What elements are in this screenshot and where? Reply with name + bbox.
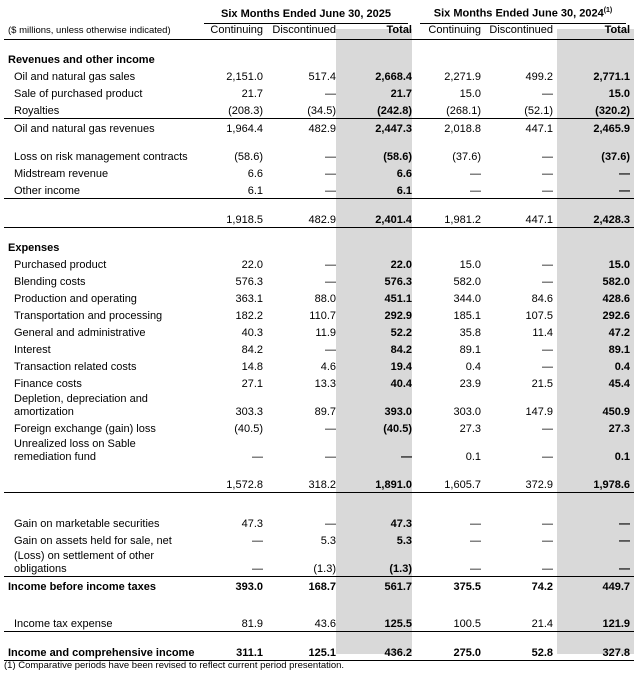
row-label: Income before income taxes (8, 581, 156, 594)
continuing-2025-cell: 40.3 (241, 326, 263, 339)
discontinued-2024-cell: 447.1 (485, 198, 557, 227)
total-2024-cell: 89.1 (608, 343, 631, 356)
row-label: (Loss) on settlement of other obligations (4, 548, 200, 577)
discontinued-2025-cell: — (325, 150, 336, 163)
continuing-2024-cell: 344.0 (453, 292, 481, 305)
continuing-2024-cell: 582.0 (453, 275, 481, 288)
continuing-2024-cell: 100.5 (416, 614, 485, 632)
continuing-2025-cell: 1,918.5 (200, 198, 267, 227)
col-continuing-2024: Continuing (416, 24, 485, 40)
row-label: Depletion, depreciation and amortization (14, 392, 148, 418)
discontinued-2025-cell: 13.3 (314, 377, 336, 390)
continuing-2025-cell: 6.1 (200, 181, 267, 199)
discontinued-2025-cell: 88.0 (314, 292, 336, 305)
col-total-2025: Total (340, 24, 416, 40)
continuing-2024-cell: 1,605.7 (416, 464, 485, 493)
discontinued-2024-cell: 21.4 (485, 614, 557, 632)
total-2024-cell: 1,978.6 (557, 464, 634, 493)
discontinued-2024-cell: 372.9 (485, 464, 557, 493)
total-2024-cell: — (619, 167, 631, 180)
continuing-2024-cell: — (470, 535, 481, 548)
continuing-2025-cell: 27.1 (241, 377, 263, 390)
discontinued-2024-cell: 447.1 (525, 122, 553, 135)
total-2025-cell: 2,401.4 (340, 198, 416, 227)
continuing-2024-cell: 185.1 (453, 309, 481, 322)
row-label: Royalties (4, 101, 200, 119)
total-2025-cell: 21.7 (390, 87, 412, 100)
continuing-2025-cell: 14.8 (241, 360, 263, 373)
continuing-2025-cell: (208.3) (200, 101, 267, 119)
row-oil-revenues (4, 118, 634, 136)
row-label: Transportation and processing (14, 309, 163, 322)
total-2025-cell: — (401, 450, 412, 463)
row-label: Finance costs (14, 377, 82, 390)
total-2024-cell: 27.3 (608, 422, 631, 435)
discontinued-2024-cell: — (542, 535, 553, 548)
row-label (4, 464, 200, 493)
continuing-2025-cell: 47.3 (241, 518, 263, 531)
discontinued-2025-cell: (34.5) (267, 101, 340, 119)
discontinued-2025-cell: 168.7 (308, 581, 336, 594)
discontinued-2024-cell: — (542, 275, 553, 288)
continuing-2024-cell: — (470, 518, 481, 531)
continuing-2025-cell: (58.6) (234, 150, 263, 163)
continuing-2025-cell: — (200, 548, 267, 577)
discontinued-2025-cell: 11.9 (315, 326, 336, 339)
continuing-2025-cell: 576.3 (235, 275, 263, 288)
continuing-2024-cell: (268.1) (416, 101, 485, 119)
continuing-2024-cell: — (470, 167, 481, 180)
total-2024-cell: (320.2) (557, 101, 634, 119)
row-interest (4, 340, 634, 357)
total-2025-cell: 451.1 (384, 292, 412, 305)
row-gain-securities (4, 514, 634, 531)
section-title: Expenses (8, 241, 60, 254)
continuing-2024-cell: 0.4 (465, 360, 481, 373)
period-2025-header: Six Months Ended June 30, 2025 (200, 4, 416, 24)
section-expenses (4, 238, 634, 255)
discontinued-2025-cell: — (325, 450, 336, 463)
discontinued-2025-cell: 482.9 (308, 122, 336, 135)
total-2024-cell: 121.9 (557, 614, 634, 632)
continuing-2024-cell: 27.3 (459, 422, 481, 435)
row-transaction (4, 357, 634, 374)
row-loss-settlement (4, 548, 634, 577)
total-2025-cell: 576.3 (384, 275, 412, 288)
col-discontinued-2025: Discontinued (267, 24, 340, 40)
total-2024-cell: (37.6) (601, 150, 631, 163)
continuing-2025-cell: 84.2 (241, 343, 263, 356)
discontinued-2025-cell: 4.6 (320, 360, 336, 373)
discontinued-2025-cell: 318.2 (267, 464, 340, 493)
discontinued-2025-cell: — (325, 422, 336, 435)
footnote: (1) Comparative periods have been revised to reflect current period presentation. (4, 660, 345, 671)
continuing-2024-cell: 375.5 (453, 581, 481, 594)
row-net-income (4, 632, 634, 661)
continuing-2025-cell: 1,964.4 (226, 122, 263, 135)
total-2024-cell: 0.4 (614, 360, 631, 373)
continuing-2024-cell: 23.9 (459, 377, 481, 390)
discontinued-2025-cell: 5.3 (320, 535, 336, 548)
total-2024-cell: — (619, 518, 631, 531)
continuing-2025-cell: 182.2 (235, 309, 263, 322)
col-discontinued-2024: Discontinued (485, 24, 557, 40)
col-total-2024: Total (557, 24, 634, 40)
discontinued-2025-cell: 43.6 (267, 614, 340, 632)
total-2025-cell: 84.2 (390, 343, 412, 356)
discontinued-2025-cell: — (325, 167, 336, 180)
row-label: Sale of purchased product (14, 87, 143, 100)
total-2024-cell: 428.6 (602, 292, 631, 305)
discontinued-2024-cell: — (485, 548, 557, 577)
total-2025-cell: 2,668.4 (375, 70, 412, 83)
col-continuing-2025: Continuing (200, 24, 267, 40)
total-2025-cell: 47.3 (390, 518, 412, 531)
row-purchased-sale (4, 84, 634, 101)
total-2025-cell: 19.4 (390, 360, 412, 373)
total-2025-cell: 52.2 (390, 326, 412, 339)
row-production (4, 289, 634, 306)
continuing-2025-cell: 363.1 (235, 292, 263, 305)
total-2025-cell: 6.6 (396, 167, 412, 180)
row-label: Unrealized loss on Sable remediation fund (14, 437, 136, 463)
row-midstream (4, 164, 634, 181)
row-fx (4, 419, 634, 436)
continuing-2024-cell: 303.0 (453, 405, 481, 418)
continuing-2025-cell: 21.7 (241, 87, 263, 100)
total-2024-cell: 2,771.1 (593, 70, 631, 83)
discontinued-2025-cell: — (325, 258, 336, 271)
total-2024-cell: 15.0 (608, 87, 631, 100)
total-2024-cell: 2,465.9 (593, 122, 631, 135)
row-label: Other income (4, 181, 200, 199)
discontinued-2024-cell: 107.5 (525, 309, 553, 322)
total-2025-cell: 22.0 (390, 258, 412, 271)
period-header-row (4, 4, 634, 24)
discontinued-2025-cell: 482.9 (267, 198, 340, 227)
continuing-2025-cell: 22.0 (241, 258, 263, 271)
discontinued-2024-cell: — (485, 181, 557, 199)
row-label: Income and comprehensive income (4, 632, 200, 661)
continuing-2025-cell: (40.5) (234, 422, 263, 435)
row-blending (4, 272, 634, 289)
discontinued-2024-cell: 21.5 (531, 377, 553, 390)
discontinued-2024-cell: — (542, 343, 553, 356)
continuing-2025-cell: — (252, 450, 263, 463)
continuing-2024-cell: — (416, 548, 485, 577)
continuing-2024-cell: 89.1 (459, 343, 481, 356)
total-2024-cell: — (557, 181, 634, 199)
row-label: Gain on marketable securities (14, 518, 160, 531)
continuing-2024-cell: 0.1 (465, 450, 481, 463)
discontinued-2024-cell: (52.1) (485, 101, 557, 119)
row-label: Purchased product (14, 258, 107, 271)
row-rev-total (4, 198, 634, 227)
discontinued-2025-cell: — (325, 275, 336, 288)
discontinued-2024-cell: — (542, 167, 553, 180)
row-purchased-product (4, 255, 634, 272)
column-header-row (4, 24, 634, 40)
discontinued-2025-cell: 89.7 (314, 405, 336, 418)
discontinued-2025-cell: — (325, 518, 336, 531)
total-2025-cell: 2,447.3 (375, 122, 412, 135)
continuing-2024-cell: — (416, 181, 485, 199)
discontinued-2024-cell: 74.2 (531, 581, 553, 594)
row-dda (4, 391, 634, 419)
discontinued-2024-cell: — (542, 422, 553, 435)
total-2025-cell: (40.5) (383, 422, 412, 435)
row-royalties (4, 101, 634, 119)
continuing-2025-cell: — (252, 535, 263, 548)
continuing-2024-cell: 15.0 (459, 258, 481, 271)
continuing-2024-cell: 275.0 (416, 632, 485, 661)
total-2024-cell: 450.9 (602, 405, 631, 418)
discontinued-2024-cell: 499.2 (525, 70, 553, 83)
discontinued-2025-cell: (1.3) (267, 548, 340, 577)
total-2024-cell: 0.1 (614, 450, 631, 463)
discontinued-2025-cell: 125.1 (267, 632, 340, 661)
income-statement-table (4, 4, 634, 661)
continuing-2024-cell: 35.8 (459, 326, 481, 339)
continuing-2025-cell: 393.0 (235, 581, 263, 594)
row-gain-assets (4, 531, 634, 548)
discontinued-2025-cell: — (325, 343, 336, 356)
row-label: Loss on risk management contracts (14, 150, 188, 163)
row-label: Income tax expense (4, 614, 200, 632)
total-2024-cell: — (557, 548, 634, 577)
discontinued-2025-cell: 110.7 (309, 309, 336, 322)
row-label: Midstream revenue (14, 167, 109, 180)
total-2025-cell: 393.0 (384, 405, 412, 418)
total-2025-cell: 125.5 (340, 614, 416, 632)
total-2025-cell: 5.3 (396, 535, 412, 548)
row-oil-sales (4, 67, 634, 84)
total-2024-cell: 292.6 (602, 309, 631, 322)
row-transportation (4, 306, 634, 323)
row-other-income (4, 181, 634, 199)
discontinued-2024-cell: — (542, 87, 553, 100)
discontinued-2024-cell: 147.9 (525, 405, 553, 418)
total-2025-cell: 40.4 (390, 377, 412, 390)
continuing-2024-cell: 2,271.9 (444, 70, 481, 83)
total-2024-cell: 449.7 (602, 581, 631, 594)
row-risk-loss (4, 136, 634, 164)
row-gna (4, 323, 634, 340)
total-2024-cell: 15.0 (608, 258, 631, 271)
continuing-2025-cell: 1,572.8 (200, 464, 267, 493)
discontinued-2024-cell: 11.4 (532, 326, 553, 339)
discontinued-2024-cell: 52.8 (485, 632, 557, 661)
total-2025-cell: 436.2 (340, 632, 416, 661)
discontinued-2024-cell: — (542, 150, 553, 163)
continuing-2024-cell: 15.0 (459, 87, 481, 100)
row-sable (4, 436, 634, 464)
row-income-before-tax (4, 577, 634, 595)
period-2024-header: Six Months Ended June 30, 2024$^{(1)}$ (416, 4, 634, 24)
total-2025-cell: (242.8) (340, 101, 416, 119)
continuing-2024-cell: 1,981.2 (416, 198, 485, 227)
total-2025-cell: 561.7 (384, 581, 412, 594)
continuing-2025-cell: 303.3 (235, 405, 263, 418)
section-revenues (4, 50, 634, 67)
total-2025-cell: 1,891.0 (340, 464, 416, 493)
continuing-2025-cell: 6.6 (247, 167, 263, 180)
row-tax (4, 614, 634, 632)
total-2024-cell: 47.2 (608, 326, 631, 339)
total-2024-cell: 2,428.3 (557, 198, 634, 227)
total-2025-cell: 6.1 (340, 181, 416, 199)
row-label: General and administrative (14, 326, 146, 339)
discontinued-2024-cell: — (542, 518, 553, 531)
discontinued-2025-cell: — (267, 181, 340, 199)
total-2024-cell: 45.4 (608, 377, 631, 390)
row-label: Transaction related costs (14, 360, 137, 373)
row-label: Blending costs (14, 275, 86, 288)
total-2024-cell: 327.8 (557, 632, 634, 661)
discontinued-2025-cell: — (325, 87, 336, 100)
total-2024-cell: 582.0 (602, 275, 631, 288)
discontinued-2024-cell: 84.6 (531, 292, 553, 305)
continuing-2025-cell: 311.1 (200, 632, 267, 661)
row-label: Foreign exchange (gain) loss (14, 422, 156, 435)
continuing-2025-cell: 81.9 (200, 614, 267, 632)
unit-label: ($ millions, unless otherwise indicated) (4, 24, 200, 40)
continuing-2024-cell: (37.6) (452, 150, 481, 163)
row-label: Production and operating (14, 292, 137, 305)
row-label: Interest (14, 343, 51, 356)
row-label: Oil and natural gas revenues (14, 122, 155, 135)
total-2024-cell: — (619, 535, 631, 548)
continuing-2024-cell: 2,018.8 (444, 122, 481, 135)
row-exp-total (4, 464, 634, 493)
section-title: Revenues and other income (8, 53, 155, 66)
discontinued-2025-cell: 517.4 (308, 70, 336, 83)
discontinued-2024-cell: — (542, 360, 553, 373)
continuing-2025-cell: 2,151.0 (226, 70, 263, 83)
row-label (4, 198, 200, 227)
total-2025-cell: (1.3) (340, 548, 416, 577)
total-2025-cell: 292.9 (384, 309, 412, 322)
total-2025-cell: (58.6) (383, 150, 412, 163)
row-finance (4, 374, 634, 391)
row-label: Oil and natural gas sales (14, 70, 136, 83)
discontinued-2024-cell: — (542, 258, 553, 271)
row-label: Gain on assets held for sale, net (14, 535, 172, 548)
discontinued-2024-cell: — (542, 450, 553, 463)
